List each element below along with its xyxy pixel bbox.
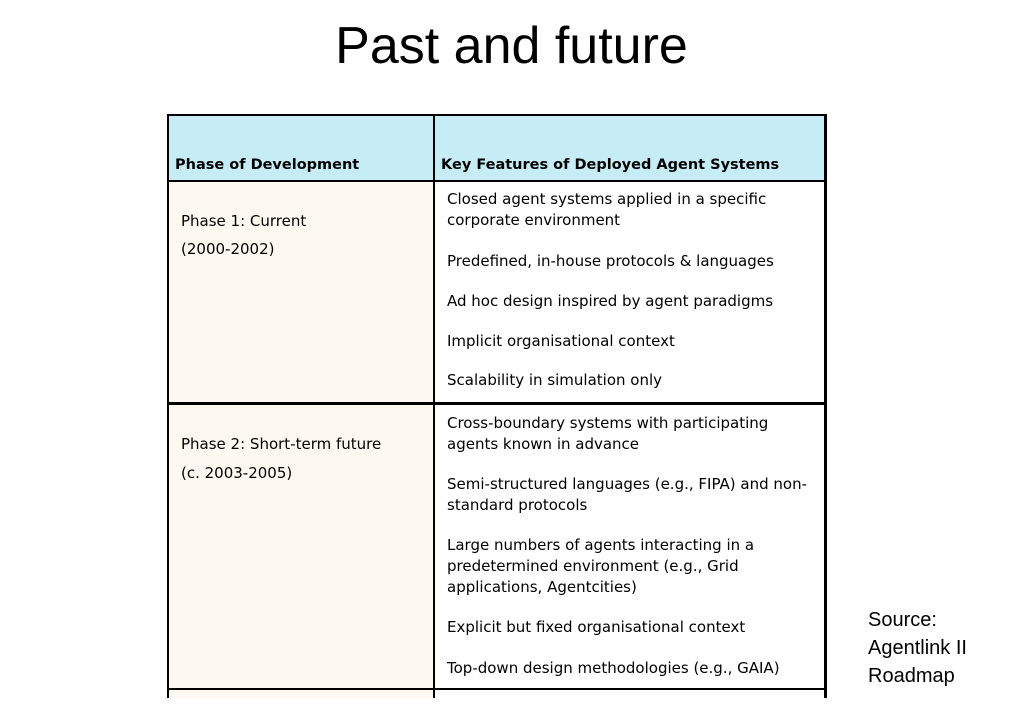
row-1-feature-4: Implicit organisational context (447, 332, 675, 350)
row-1-phase: Phase 1: Current (181, 212, 307, 230)
header-phase: Phase of Development (175, 157, 360, 173)
row-1-feature-1: Closed agent systems applied in a specific corporate environment (447, 190, 767, 229)
row-2-feature-3: Large numbers of agents interacting in a predetermined environment (e.g., Grid applications, Agentcities) (447, 536, 755, 596)
row-2-feature-1: Cross-boundary systems with participating agents known in advance (447, 414, 769, 453)
row-2-period: (c. 2003-2005) (181, 464, 293, 482)
row-2-feature-5: Top-down design methodologies (e.g., GAIA) (447, 659, 780, 677)
header-features: Key Features of Deployed Agent Systems (441, 157, 780, 173)
row-2-phase: Phase 2: Short-term future (181, 435, 382, 453)
row-1-feature-2: Predefined, in-house protocols & languages (447, 252, 774, 270)
roadmap-table (167, 114, 827, 698)
source-line: Source: (868, 609, 937, 631)
column-divider (433, 116, 435, 698)
source-line: Agentlink II (868, 637, 967, 659)
slide-title: Past and future (335, 17, 688, 75)
row-divider (169, 688, 824, 690)
row-1-feature-3: Ad hoc design inspired by agent paradigms (447, 292, 774, 310)
table-header (169, 116, 824, 182)
source-line: Roadmap (868, 665, 955, 687)
row-2-feature-4: Explicit but fixed organisational context (447, 618, 746, 636)
row-1-feature-5: Scalability in simulation only (447, 371, 663, 389)
row-1-period: (2000-2002) (181, 240, 275, 258)
row-2-feature-2: Semi-structured languages (e.g., FIPA) and non-standard protocols (447, 475, 808, 514)
row-divider (169, 402, 824, 405)
source-note (868, 606, 967, 690)
